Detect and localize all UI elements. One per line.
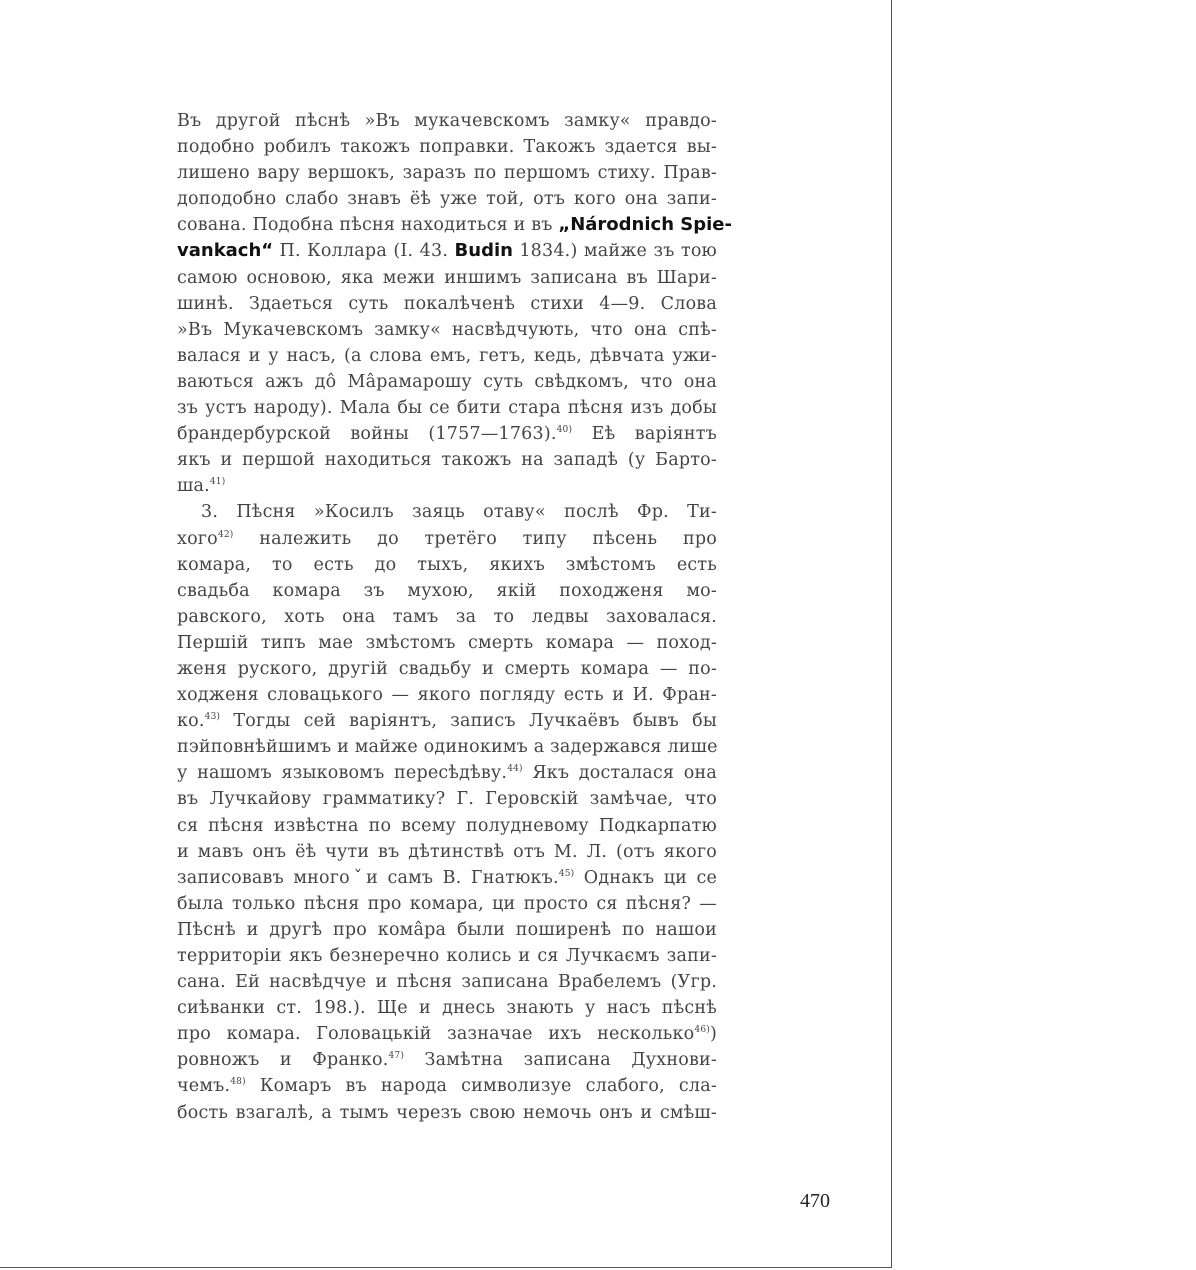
bold-title-continued: vankach (177, 240, 262, 262)
text-line: территоріи якъ безнеречно колись и ся Лучкаємъ запи- (177, 946, 717, 966)
text-line: ся пѣсня извѣстна по всему полудневому Подкарпатю (177, 815, 717, 836)
footnote-ref: 44) (507, 764, 523, 775)
scanned-text-block (177, 108, 732, 1168)
footnote-ref: 45) (558, 868, 575, 879)
text-line: была только пѣсня про комара, ци просто ся пѣсня? — (177, 893, 717, 914)
text-fragment: брандербурской войны (1757—1763). (177, 424, 557, 445)
text-line: шинѣ. Здаеться суть покалѣченѣ стихи 4—9. Слова (177, 293, 717, 314)
text-fragment: належить до третёго типу пѣсень про (233, 528, 717, 549)
text-line (177, 238, 717, 264)
text-fragment: ша. (177, 476, 210, 497)
text-line: бость взагалѣ, а тымъ черезъ свою немочь онъ и смѣш- (177, 1102, 717, 1123)
text-fragment: про комара. Головацькій зазначае ихъ несколько (177, 1024, 695, 1045)
text-fragment: сована. Подобна пѣсня находиться и въ (177, 215, 553, 236)
text-fragment: Тогды сей варіянтъ, записъ Лучкаёвъ бывъ бы (220, 711, 717, 732)
footnote-ref: 43) (204, 712, 221, 723)
page-number: 470 (800, 1190, 830, 1212)
text-line (177, 473, 717, 499)
text-line (177, 760, 717, 786)
text-line: пэйповнѣйшимъ и майже одинокимъ а задержався лише (177, 737, 718, 758)
text-line (177, 526, 717, 552)
text-fragment: ко. (177, 711, 205, 732)
text-line (177, 212, 732, 238)
paragraph-1 (177, 108, 732, 499)
text-fragment: Однакъ ци се (574, 867, 718, 888)
footnote-ref: 46) (694, 1025, 710, 1036)
text-line: »Въ Мукачевскомъ замку« насвѣдчують, что она спѣ- (177, 319, 717, 340)
text-line: свадьба комара зъ мухою, якій походженя мо- (177, 580, 717, 601)
text-line: комара, то есть до тыхъ, якихъ змѣстомъ есть (177, 554, 717, 575)
footnote-ref: 42) (217, 529, 234, 540)
text-fragment: хого (177, 528, 218, 549)
text-line: ваються ажъ дô Мâрамарошу суть свѣдкомъ, что она (177, 371, 717, 392)
text-line: зъ устъ народу). Мала бы се бити стара пѣсня изъ добы (177, 398, 717, 419)
text-fragment: Замѣтна записана Духнови- (404, 1050, 717, 1071)
text-line: женя руского, другій свадьбу и смерть комара — по- (177, 658, 717, 679)
text-line: равского, хоть она тамъ за то ледвы заховалася. (177, 606, 717, 627)
footnote-ref: 40) (556, 425, 573, 436)
paragraph-2 (177, 499, 717, 1125)
text-line: ходженя словацького — якого погляду есть и И. Фран- (177, 685, 717, 706)
footnote-ref: 47) (388, 1051, 405, 1062)
text-fragment: Еѣ варіянтъ (572, 424, 717, 445)
bold-place: Budin (454, 240, 513, 262)
text-line: и мавъ онъ ёѣ чути въ дѣтинствѣ отъ М. Л. (отъ якого (177, 841, 717, 862)
text-fragment: ровножъ и Франко. (177, 1050, 389, 1071)
text-line: Першій типъ мае змѣстомъ смерть комара — поход- (177, 632, 717, 653)
text-line (177, 1073, 717, 1099)
text-fragment: записовавъ многоˇи самъ В. Гнатюкъ. (177, 867, 559, 888)
text-fragment: Комаръ въ народа символизуе слабого, сла- (245, 1076, 717, 1097)
text-fragment: П. Коллара (I. 43. (273, 241, 455, 262)
text-line: сиѣванки ст. 198.). Ще и днесь знають у насъ пѣснѣ (177, 998, 717, 1019)
text-line (177, 708, 717, 734)
text-line (177, 1047, 717, 1073)
text-line: самою основою, яка межи иншимъ записана въ Шари- (177, 267, 717, 288)
closing-quote: “ (261, 240, 274, 262)
text-fragment: 1834.) майже зъ тою (512, 241, 717, 262)
text-line: въ Лучкайову грамматику? Г. Геровскій замѣчае, что (177, 789, 717, 810)
footnote-ref: 41) (209, 477, 226, 488)
text-line (177, 865, 717, 891)
text-line: Пѣснѣ и другѣ про комâра были поширенѣ по нашои (177, 919, 717, 940)
text-line: про комара. Головацькій зазначае ихъ несколько$^{46)}$) (177, 1024, 717, 1045)
text-line: доподобно слабо знавъ ёѣ уже той, отъ кого она запи- (177, 189, 717, 210)
text-fragment: у нашомъ языковомъ пересѣдѣву. (177, 763, 508, 784)
text-line: валася и у насъ, (а слова емъ, гетъ, кедь, дѣвчата ужи- (177, 345, 717, 366)
text-line (177, 421, 717, 447)
text-line: якъ и першой находиться такожъ на западѣ (у Барто- (177, 450, 717, 471)
text-line: сана. Ей насвѣдчуе и пѣсня записана Врабелемъ (Угр. (177, 972, 717, 993)
footnote-ref: 48) (230, 1077, 246, 1088)
text-fragment: Якъ досталася она (522, 763, 717, 784)
text-line: Въ другой пѣснѣ »Въ мукачевскомъ замку« правдо- (177, 111, 717, 131)
text-line: подобно робилъ такожъ поправки. Такожъ здается вы- (177, 137, 717, 158)
text-line: 3. Пѣсня »Косилъ заяць отаву« послѣ Фр. Ти- (201, 502, 717, 523)
text-fragment: чемъ. (177, 1076, 231, 1097)
bold-title: „Národnich Spie- (558, 214, 732, 236)
text-line: лишено вару вершокъ, заразъ по першомъ стиху. Прав- (177, 163, 717, 184)
